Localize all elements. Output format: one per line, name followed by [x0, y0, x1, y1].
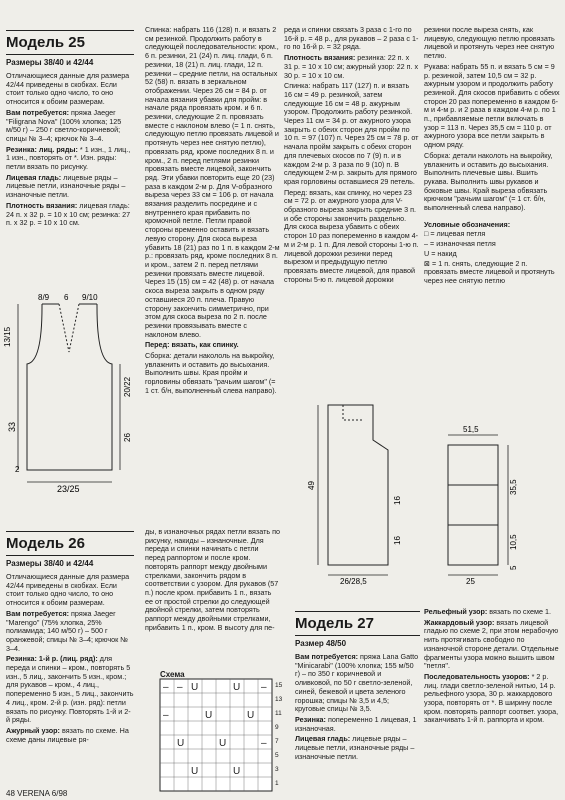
svg-text:U: U	[233, 766, 241, 777]
stockinette-text: лицевые ряды – лицевые петли, изнаночные ряды – изнаночные петли.	[6, 172, 126, 200]
height-label-5: 5	[509, 565, 518, 570]
lace-label-26: Ажурный узор:	[6, 725, 60, 735]
model-26-col1	[6, 528, 134, 746]
rib-label: Резинка: лиц. ряды:	[6, 144, 78, 154]
width-bottom-label: 23/25	[57, 484, 80, 494]
rib-text: * 1 изн., 1 лиц., 1 изн., повторять от *. Изн. ряды: петли вязать по рисунку.	[6, 144, 131, 172]
col3-density-text: резинка: 22 п. х 31 р. = 10 х 10 см; ажурный узор: 22 п. х 30 р. = 10 х 10 см.	[284, 53, 419, 80]
column-1	[6, 0, 134, 230]
relief-label: Рельефный узор:	[424, 607, 488, 616]
col3-density-label: Плотность вязания:	[284, 53, 356, 63]
svg-text:U: U	[205, 710, 213, 721]
rib-label-26: Резинка: 1-й р. (лиц. ряд):	[6, 654, 98, 664]
divider	[6, 531, 134, 532]
height-label-3: 16	[393, 536, 402, 545]
sequence-label: Последовательность узоров:	[424, 671, 530, 681]
stockinette-label: Лицевая гладь:	[6, 172, 62, 182]
svg-text:–: –	[163, 682, 169, 693]
height-label-1: 49	[307, 481, 316, 490]
svg-text:U: U	[191, 766, 199, 777]
sleeve-top-label: 51,5	[463, 425, 479, 434]
legend-item-3: = накид	[431, 248, 457, 258]
model-27-title: Модель 27	[295, 615, 374, 632]
model-25-title: Модель 25	[6, 34, 85, 51]
rib-text-27: попеременно 1 лицевая, 1 изнаночная.	[295, 714, 417, 733]
model-26-sizes: Размеры 38/40 и 42/44	[6, 559, 94, 568]
need-text-27: пряжа Lana Gatto "Minicarabi" (100% хлопка; 155 м/50 г) – по 350 г коричневой и оливковой, по 50 г светло-зеленой, синей, бежевой и цвета зеленого горошка; спицы № 3,5 и 4,5; круговые спицы № 3,5.	[295, 652, 419, 714]
height-label-4: 10,5	[509, 534, 518, 550]
legend-item-1: = лицевая петля	[430, 229, 486, 239]
lace-text-26: вязать по схеме. На схеме даны лицевые ря-	[6, 725, 129, 744]
height-label-6: 35,5	[509, 479, 518, 495]
rib-label-27: Резинка:	[295, 714, 326, 724]
sequence-text: * 2 р. лиц. глади светло-зеленой нитью, 14 р. рельефного узора, 30 р. жаккардового узора, повторять от *. В ширину после кром. повторять раппорт соответ. узора, заканчивать 1-й п. раппорта и кром.	[424, 671, 559, 725]
decrease-icon: ⊠	[424, 258, 431, 268]
model-25-sizes: Размеры 38/40 и 42/44	[6, 58, 94, 67]
height-side-label: 26	[123, 433, 132, 442]
svg-text:–: –	[261, 738, 267, 749]
row-label-15: 15	[275, 682, 283, 689]
need-label-27: Вам потребуется:	[295, 652, 359, 661]
column-4	[424, 26, 560, 287]
row-label-3: 3	[275, 766, 279, 773]
row-label-13: 13	[275, 696, 283, 703]
svg-text:U: U	[191, 682, 199, 693]
page-footer: 48 VERENA 6/98	[6, 789, 68, 798]
height-label-2: 16	[393, 496, 402, 505]
stockinette-text-27: лицевые ряды – лицевые петли, изнаночные ряды – изнаночные петли.	[295, 734, 415, 761]
col2-assembly-text: Сборка: детали накололь на выкройку, увлажнить и оставить до высыхания. Выполнить швы. Края пройм и горловины обвязать "рачьим шагом" (= 1 ст. б/н, выполненный слева направо).	[145, 351, 277, 395]
model-27-sizes: Размер 48/50	[295, 639, 347, 648]
model-26-lace-cont: ды, в изнаночных рядах петли вязать по рисунку, накиды – изнаночные. Для переда и спинки начинать с петли перед раппортом и после кром. повторять раппорт между двойными стрелками, закончить рядом в соответствии с узором. Для рукавов (57 п.) после кром. прибавить 1 п., вязать ее от простой стрелки до следующей двойной стрелки, затем повторять раппорт между двойными стрелками, прибавить 1 п., кром. В высоту для пе-	[145, 527, 280, 632]
jacquard-label: Жаккардовый узор:	[424, 617, 495, 627]
row-label-11: 11	[275, 710, 282, 717]
yarn-over-icon: U	[424, 248, 430, 258]
svg-text:U: U	[177, 738, 185, 749]
model-26-intro: Отличающиеся данные для размера 42/44 приведены в скобках. Если стоит только одно число, то оно относится к обоим размерам.	[6, 572, 130, 608]
divider	[6, 30, 134, 31]
col3-front-text: Перед: вязать, как спинку, но через 23 см = 72 р. от ажурного узора для V-образного выреза закрыть средние 3 п. и обе стороны закончить раздельно. Для скоса выреза убавить с обеих сторон 10 раз попеременно в каждом 4-м и 2-м р. 1 п. Для левой стороны 1-ю п. лицевой дорожки резинки перед вырезом и предыдущую петлю провязать вместе лицевой, для правой стороны 5-ю п. лицевой дорожки	[284, 187, 419, 284]
model-26-title: Модель 26	[6, 535, 85, 552]
relief-text: вязать по схеме 1.	[489, 607, 551, 616]
need-label: Вам потребуется:	[6, 107, 70, 117]
divider	[295, 635, 420, 636]
col3-top-text: реда и спинки связать 3 раза с 1-го по 16-й р. = 48 р., для рукавов – 2 раза с 1-го по 16-й р. = 32 ряда.	[284, 25, 419, 52]
chart-26	[160, 670, 290, 791]
need-text: пряжа Jaeger "Filigrana Nova" (100% хлопка; 125 м/50 г) – 250 г светло-коричневой; спицы № 3–4; крючок № 3–4.	[6, 107, 122, 143]
purl-stitch-icon: –	[424, 239, 428, 249]
chart-26-title: Схема	[160, 670, 185, 679]
column-2	[145, 26, 280, 398]
jacquard-text: вязать лицевой гладью по схеме 2, при этом нерабочую нить протягивать свободно по изнаночной стороне детали. Отдельные фрагменты узора можно вышить швом "петля".	[424, 617, 559, 671]
legend-title: Условные обозначения:	[424, 219, 511, 229]
model-27-col2	[424, 608, 560, 727]
row-label-9: 9	[275, 724, 279, 731]
knit-stitch-icon: □	[424, 229, 429, 239]
col2-back-text: Спинка: набрать 116 (128) п. и вязать 2 см резинкой. Продолжить работу в следующей последовательности: кром., 6 п. резинки, 21 (24) п. лиц. глади, 6 п. резинки, 18 (21) п. лиц. глади, 12 п. резинки – средние петли, на остальных 52 (58) п. вязать в зеркальном отображении. Через 26 см = 84 р. от начала вязания убавки для пройм: в начале ряда провязать кром. и 6 п. резинки, следующие 2 п. провязать вместе с наклоном влево (= 1 п. снять, следующую петлю провязать лицевой и протянуть через нее снятую петлю), провязать ряд, кроме последних 8 п. и кром., 2 п. перед петлями резинки провязать вместе лицевой, закончить ряд. Эти убавки повторить еще 20 (23) раза в каждом 2-м р. Для V-образного выреза через 33 см = 106 р. от начала вязания разделить посредине и с внутреннего края прибавить по кромочной петле. Петли правой стороны временно оставить и вязать левую сторону. Для скоса выреза убавить 18 (21) раз по 1 п. в каждом 2-м р.: провязать ряд, кроме последних 8 п. и кром., затем 2 п. перед петлями резинки провязать вместе лицевой. Через 15 (15) см = 42 (48) р. от начала скоса выреза закрыть в одном ряду оставшиеся 20 п. плеча. Правую сторону закончить симметрично, при этом для скоса выреза по 2 п. после резинки провязывать вместе с наклоном влево.	[145, 25, 280, 339]
stockinette-label-27: Лицевая гладь:	[295, 734, 351, 744]
col4-top-text: резинки после выреза снять, как лицевую, следующую петлю провязать лицевой и протянуть через нее снятую петлю.	[424, 25, 555, 61]
width-label-1: 8/9	[38, 293, 50, 302]
col4-assembly-text: Сборка: детали наколоть на выкройку, увлажнить и оставить до высыхания. Выполнить плечевые швы. Вшить рукава. Выполнить швы рукавов и боковые швы. Край выреза обвязать крючком "рачьим шагом" (= 1 ст. б/н, выполненный слева направо).	[424, 150, 553, 213]
legend-item-2: = изнаночная петля	[430, 239, 496, 249]
row-label-7: 7	[275, 738, 279, 745]
schematic-model-27	[308, 385, 558, 585]
model-25-intro: Отличающиеся данные для размера 42/44 приведены в скобках. Если стоит только одно число, то оно относится к обоим размерам.	[6, 71, 130, 107]
col3-back-text: Спинка: набрать 117 (127) п. и вязать 16 см = 49 р. резинкой, затем следующие 16 см = 48 р. ажурным узором. Продолжить работу резинкой. Через 11 см = 34 р. от ажурного узора закрыть с обеих сторон для пройм по 10 п. = 97 (107) п. Через 25 см = 78 р. от начала пройм закрыть с обеих сторон для плечевых скосов по 7 (9) п. и в каждом 2-м р. 3 раза по 9 (10) п. В следующем 2-м р. закрыть для прямого края горловины оставшиеся 29 петель.	[284, 81, 419, 186]
density-label: Плотность вязания:	[6, 200, 78, 210]
height-mid-label: 20/22	[123, 376, 132, 397]
sleeve-width-label: 25	[466, 577, 475, 586]
row-label-5: 5	[275, 752, 279, 759]
svg-text:U: U	[219, 738, 227, 749]
width-label-3: 9/10	[82, 293, 98, 302]
width-label-2: 6	[64, 293, 69, 302]
divider	[6, 54, 134, 55]
schematic-model-25	[2, 292, 140, 497]
svg-text:U: U	[233, 682, 241, 693]
legend-item-4: = 1 п. снять, следующие 2 п. провязать вместе лицевой и протянуть через нее снятую петлю	[424, 258, 555, 285]
height-low-label: 33	[7, 421, 17, 432]
rib-text-26: для переда и спинки – кром., повторять 5 изн., 5 лиц., закончить 5 изн., кром.; для рукавов – кром., 4 лиц., попеременно 5 изн., 5 лиц., закончить 4 лиц., кром. 2-й р. (изн. ряд): петли вязать по рисунку. Повторять 1-й и 2-й ряды.	[6, 654, 134, 725]
need-label-26: Вам потребуется:	[6, 608, 70, 618]
density-text: лицевая гладь: 24 п. х 32 р. = 10 х 10 см; резинка: 27 п. х 32 р. = 10 х 10 см.	[6, 200, 131, 228]
need-text-26: пряжа Jaeger "Marengo" (75% хлопка, 25% полиамида; 140 м/50 г) – 500 г оранжевой; спицы № 3–4; крючок № 3–4.	[6, 608, 128, 653]
divider	[6, 555, 134, 556]
svg-text:–: –	[177, 682, 183, 693]
svg-text:–: –	[261, 682, 267, 693]
col4-sleeve-text: Рукава: набрать 55 п. и вязать 5 см = 9 р. резинкой, затем 10,5 см = 32 р. ажурным узором и продолжить работу резинкой. Для скосов прибавить с обеих сторон 20 раз попеременно в каждом 6-м и 4-м р. и 2 раза в каждом 4-м р. по 1 п., прибавляемые петли включать в узор = 113 п. Через 35,5 см = 110 р. от ажурного узора все петли закрыть в одном ряду.	[424, 61, 560, 150]
model-27-col1	[295, 608, 420, 763]
front-width-label: 26/28,5	[340, 577, 367, 586]
model-26-col2	[145, 528, 280, 634]
column-3	[284, 26, 419, 286]
height-base-label: 2	[15, 465, 20, 474]
chart-26-grid	[160, 679, 272, 791]
legend	[424, 221, 560, 286]
svg-text:–: –	[163, 710, 169, 721]
height-top-label: 13/15	[3, 326, 12, 347]
col2-front-text: Перед: вязать, как спинку.	[145, 340, 239, 350]
row-label-1: 1	[275, 780, 279, 787]
svg-text:U: U	[247, 710, 255, 721]
divider	[295, 611, 420, 612]
